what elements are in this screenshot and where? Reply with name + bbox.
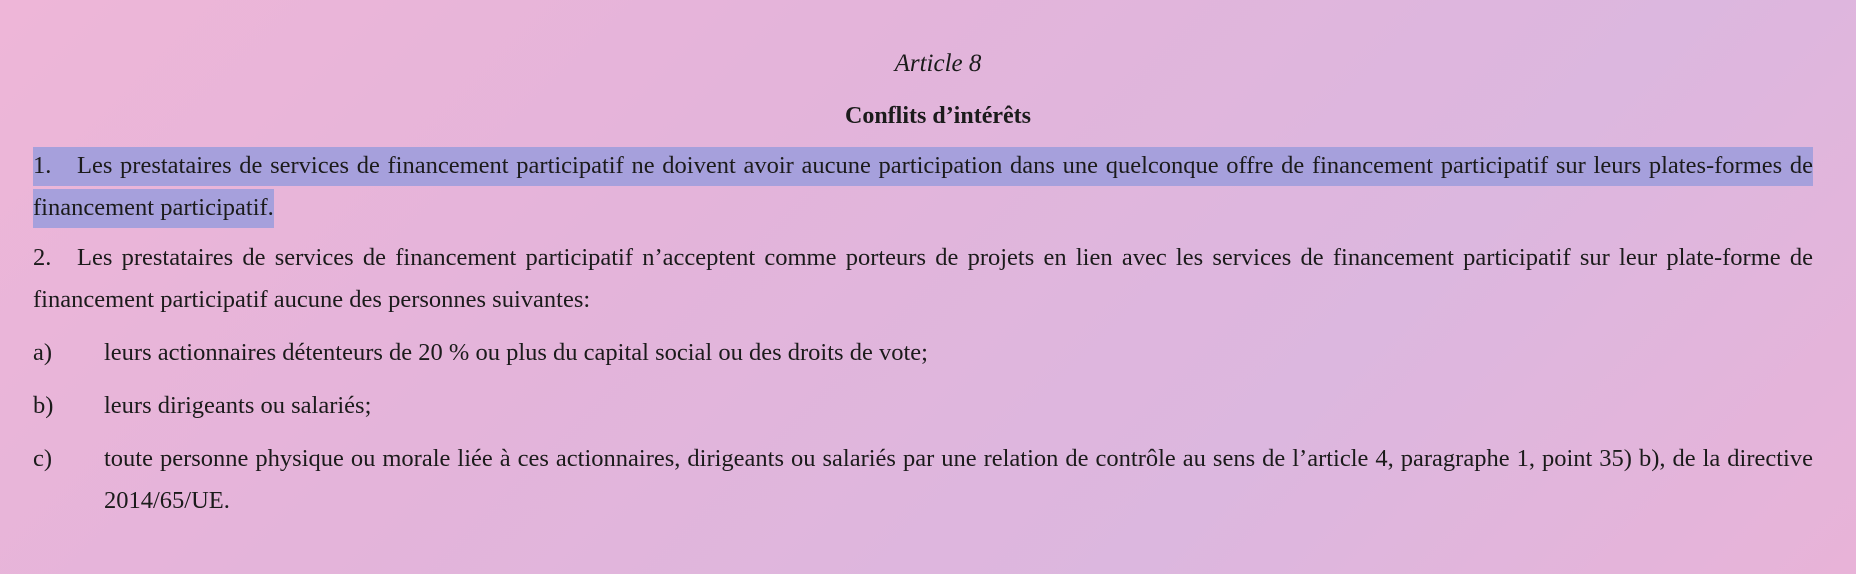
list-item-text: leurs dirigeants ou salariés; bbox=[104, 392, 372, 419]
list-item-c[interactable] bbox=[33, 438, 1813, 522]
list-item-text: leurs actionnaires détenteurs de 20 % ou plus du capital social ou des droits de vote; bbox=[104, 339, 928, 366]
list-item-letter: b) bbox=[33, 392, 54, 419]
paragraph-2[interactable] bbox=[33, 237, 1813, 321]
paragraph-text: Les prestataires de services de financement participatif n’acceptent comme porteurs de projets en lien avec les services de financement participatif sur leur plate-forme de financement participatif aucune des personnes suivantes: bbox=[33, 244, 1813, 313]
list-item-text: toute personne physique ou morale liée à ces actionnaires, dirigeants ou salariés par une relation de contrôle au sens de l’article 4, paragraphe 1, point 35) b), de la directive 2014/65/UE. bbox=[104, 445, 1813, 514]
list-item-letter: c) bbox=[33, 445, 53, 472]
document-page bbox=[33, 48, 1813, 522]
text-selection-highlight[interactable] bbox=[33, 147, 1813, 228]
paragraph-text: Les prestataires de services de financement participatif ne doivent avoir aucune participation dans une quelconque offre de financement participatif sur leurs plates-formes de financement participatif. bbox=[33, 152, 1813, 221]
article-title: Conflits d’intérêts bbox=[845, 103, 1031, 129]
paragraph-number: 2. bbox=[33, 244, 52, 271]
list-item-letter: a) bbox=[33, 339, 53, 366]
article-number: Article 8 bbox=[894, 50, 982, 77]
list-item-a[interactable] bbox=[33, 332, 1813, 374]
paragraph-1[interactable] bbox=[33, 145, 1813, 229]
list-item-b[interactable] bbox=[33, 385, 1813, 427]
paragraph-number: 1. bbox=[33, 152, 52, 179]
